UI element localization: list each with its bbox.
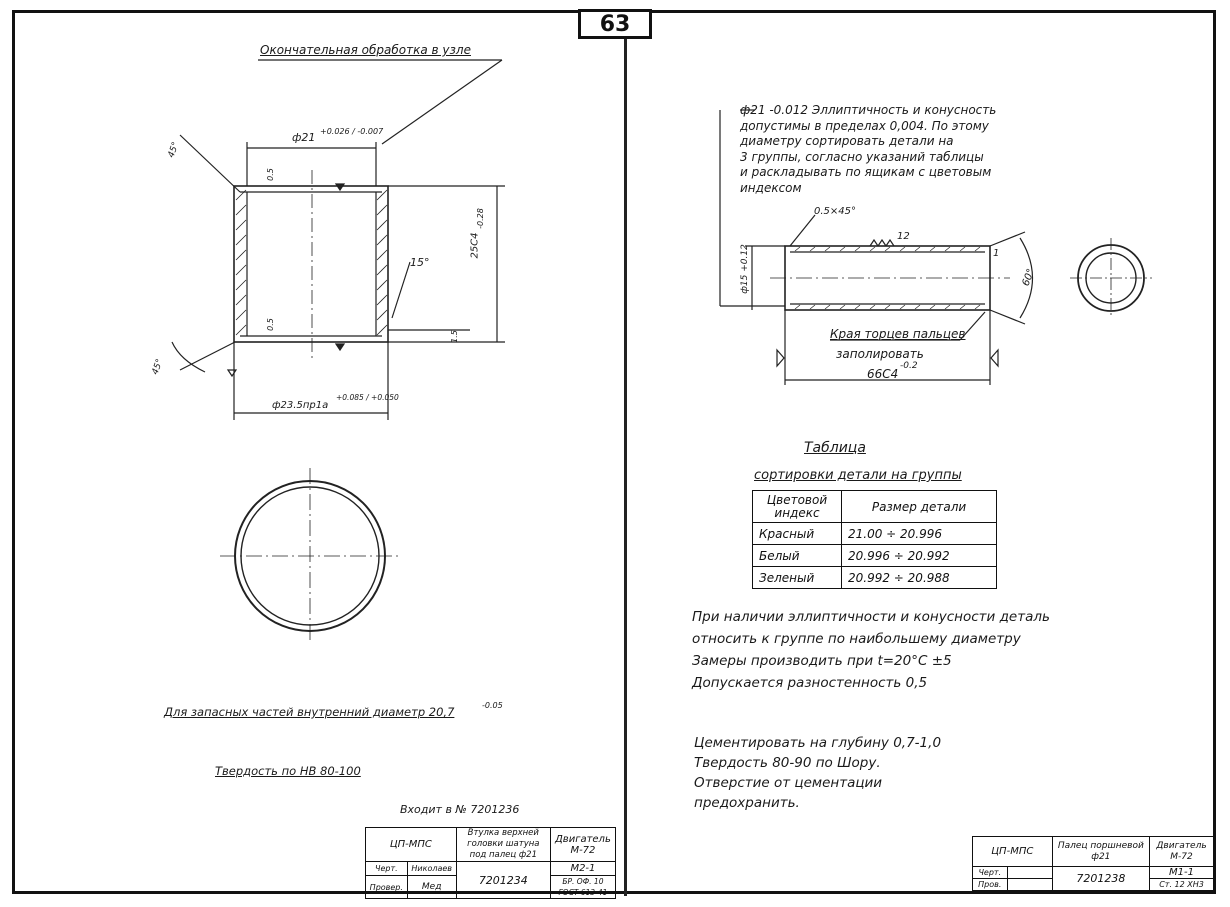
- stamp-sheet: М1-1: [1150, 867, 1214, 879]
- table-title: Таблица: [804, 440, 866, 456]
- dim-pin-length-tolerance: -0.2: [900, 361, 918, 371]
- stamp-number: 7201238: [1052, 867, 1149, 891]
- dim-bore: ф15 +0.12: [739, 244, 750, 294]
- part-of-note: Входит в № 7201236: [400, 803, 520, 816]
- table-header: Цветовой индекс: [753, 491, 842, 523]
- notes-block-2: [694, 733, 941, 813]
- dim-wall-top: 0.5: [265, 168, 275, 181]
- stamp-drawn-signature: [1007, 867, 1052, 879]
- stamp-title: Втулка верхней головки шатуна под палец ф21: [456, 828, 550, 862]
- table-row: [753, 523, 997, 545]
- dim-length: 25С4: [469, 232, 481, 259]
- stamp-checked-name: Мед: [407, 876, 456, 899]
- stamp-checked-signature: [1007, 879, 1052, 891]
- stamp-material: Ст. 12 ХН3: [1150, 879, 1214, 891]
- stamp-drawn-label: Черт.: [973, 867, 1008, 879]
- spares-note: Для запасных частей внутренний диаметр 20,7: [164, 705, 455, 719]
- dim-pin-length: 66С4: [867, 367, 899, 381]
- ellipticity-line: диаметру сортировать детали на: [740, 134, 954, 148]
- stamp-standard: ГОСТ 613-41: [558, 888, 608, 897]
- stamp-material: БР. ОФ. 10: [562, 877, 604, 886]
- title-block-left: [365, 827, 616, 899]
- page-number: 63: [578, 9, 652, 39]
- dim-wall-bottom: 0.5: [265, 318, 275, 331]
- stamp-engine: Двигатель М-72: [550, 828, 615, 862]
- stamp-org: ЦП-МПС: [973, 837, 1053, 867]
- stamp-drawn-label: Черт.: [366, 862, 408, 876]
- table-cell: 21.00 ÷ 20.996: [842, 523, 997, 545]
- stamp-checked-label: Пров.: [973, 879, 1008, 891]
- stamp-title: Палец поршневой ф21: [1052, 837, 1149, 867]
- hardness-note: Твердость по НВ 80-100: [215, 764, 361, 778]
- note-line: Цементировать на глубину 0,7-1,0: [694, 735, 942, 751]
- ellipticity-note: [740, 103, 996, 196]
- dim-outer-diameter: ф21: [292, 131, 316, 144]
- table-cell: Красный: [753, 523, 842, 545]
- dim-small: 1.5: [449, 330, 459, 343]
- edges-note-line-1: Края торцев пальцев: [830, 327, 966, 341]
- dim-outer-tolerance: +0.026 / -0.007: [320, 127, 384, 136]
- ellipticity-line: и раскладывать по ящикам с цветовым: [740, 165, 992, 179]
- dim-bottom-diameter: ф23.5пр1а: [272, 400, 329, 411]
- table-row: [753, 545, 997, 567]
- table-row: [753, 567, 997, 589]
- stamp-engine: Двигатель М-72: [1150, 837, 1214, 867]
- dim-length-tolerance: -0.28: [475, 208, 485, 229]
- ellipticity-line: допустимы в пределах 0,004. По этому: [740, 118, 989, 133]
- sorting-table: [752, 490, 997, 589]
- table-header: Размер детали: [842, 491, 997, 523]
- dim-chamfer-top: 45°: [166, 140, 182, 160]
- dim-angle-60: 60°: [1020, 267, 1038, 288]
- notes-block-1: [692, 606, 1050, 694]
- title-block-right: [972, 836, 1214, 891]
- dim-chamfer: 0.5×45°: [814, 206, 857, 217]
- table-cell: 20.992 ÷ 20.988: [842, 567, 997, 589]
- stamp-sheet: М2-1: [550, 862, 615, 876]
- dim-one: 1: [993, 248, 1000, 259]
- stamp-number: 7201234: [456, 862, 550, 899]
- table-cell: Белый: [753, 545, 842, 567]
- bushing-outline: [234, 186, 388, 342]
- note-line: предохранить.: [694, 795, 800, 811]
- stamp-checked-label: Провер.: [366, 876, 408, 899]
- table-cell: 20.996 ÷ 20.992: [842, 545, 997, 567]
- note-leader: [382, 60, 502, 144]
- stamp-org: ЦП-МПС: [366, 828, 457, 862]
- dim-bottom-tolerance: +0.085 / +0.050: [336, 393, 399, 402]
- note-line: При наличии эллиптичности и конусности деталь: [692, 609, 1050, 625]
- note-line: Допускается разностенность 0,5: [692, 675, 928, 691]
- ellipticity-line: ф21 -0.012 Эллиптичность и конусность: [740, 103, 997, 117]
- wall-hatching-left: [236, 190, 246, 335]
- note-line: Отверстие от цементации: [694, 775, 883, 791]
- note-line: Твердость 80-90 по Шору.: [694, 755, 881, 771]
- dim-angle-15: 15°: [410, 256, 430, 269]
- ellipticity-line: 3 группы, согласно указаний таблицы: [740, 149, 984, 164]
- note-line: относить к группе по наибольшему диаметру: [692, 631, 1021, 647]
- spares-note-tolerance: -0.05: [482, 701, 503, 710]
- ellipticity-line: индексом: [740, 180, 802, 195]
- finishing-note: Окончательная обработка в узле: [260, 43, 471, 57]
- table-cell: Зеленый: [753, 567, 842, 589]
- wall-hatching-right: [377, 190, 387, 335]
- dim-roughness: 12: [897, 231, 910, 242]
- stamp-drawn-name: Николаев: [407, 862, 456, 876]
- table-subtitle: сортировки детали на группы: [754, 468, 962, 483]
- dim-angle-bottom: 45°: [150, 357, 166, 377]
- edges-note-line-2: заполировать: [836, 347, 924, 361]
- note-line: Замеры производить при t=20°C ±5: [692, 653, 952, 669]
